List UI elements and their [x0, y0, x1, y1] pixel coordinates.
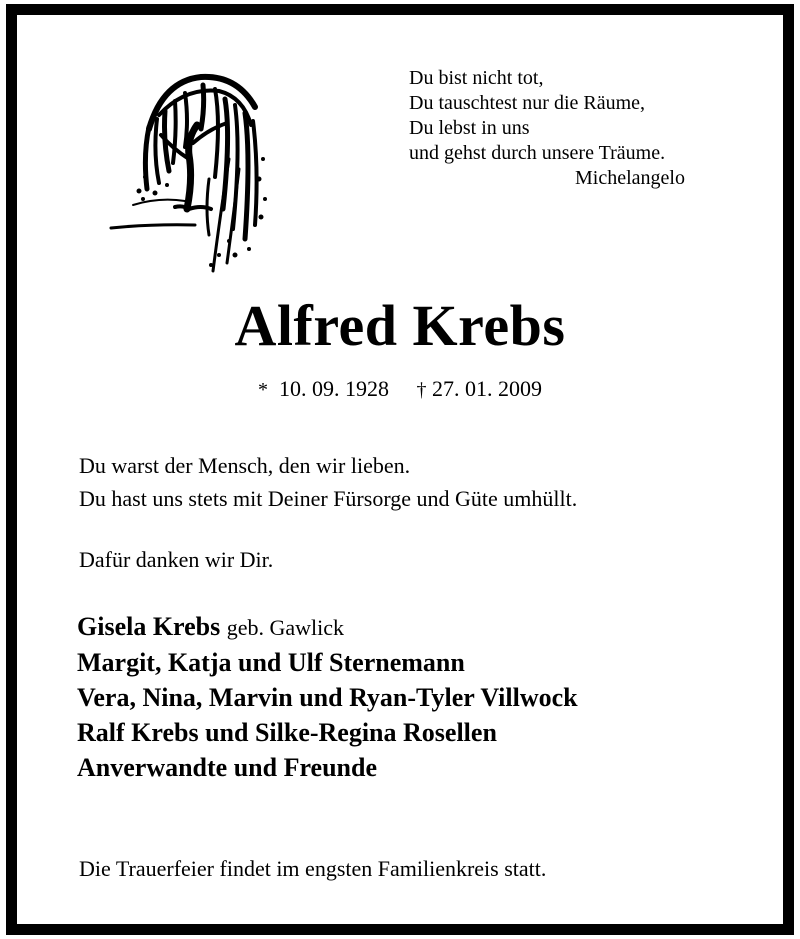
birth-star-icon: * — [258, 379, 268, 401]
birth-date: 10. 09. 1928 — [279, 376, 389, 401]
mourner-name: Gisela Krebs — [77, 612, 221, 641]
mourner-line: Ralf Krebs und Silke-Regina Rosellen — [77, 718, 497, 747]
mourner-line: Margit, Katja und Ulf Sternemann — [77, 648, 465, 677]
maiden-name: geb. Gawlick — [226, 615, 345, 640]
mourner-line: Vera, Nina, Marvin und Ryan-Tyler Villwock — [77, 683, 578, 712]
life-dates — [17, 375, 783, 404]
obituary-sheet — [17, 15, 783, 924]
message-block — [79, 449, 577, 515]
poem-line: und gehst durch unsere Träume. — [409, 142, 666, 164]
message-line: Du hast uns stets mit Deiner Fürsorge und Güte umhüllt. — [79, 486, 578, 511]
poem-quote — [409, 66, 685, 191]
poem-line: Du lebst in uns — [409, 117, 530, 139]
message-line: Du warst der Mensch, den wir lieben. — [79, 453, 411, 478]
deceased-name: Alfred Krebs — [234, 293, 566, 358]
mourners-list — [77, 609, 578, 785]
funeral-notice: Die Trauerfeier findet im engsten Familienkreis statt. — [79, 856, 547, 881]
death-date: 27. 01. 2009 — [432, 376, 542, 401]
poem-line: Du tauschtest nur die Räume, — [409, 92, 646, 114]
mourner-line — [77, 609, 578, 645]
obituary-border — [6, 4, 794, 935]
death-cross-icon: † — [416, 379, 427, 401]
mourner-line: Anverwandte und Freunde — [77, 753, 378, 782]
weeping-willow-icon — [109, 59, 275, 273]
poem-line: Du bist nicht tot, — [409, 67, 544, 89]
poem-author: Michelangelo — [575, 167, 685, 189]
thanks-line: Dafür danken wir Dir. — [79, 547, 274, 572]
